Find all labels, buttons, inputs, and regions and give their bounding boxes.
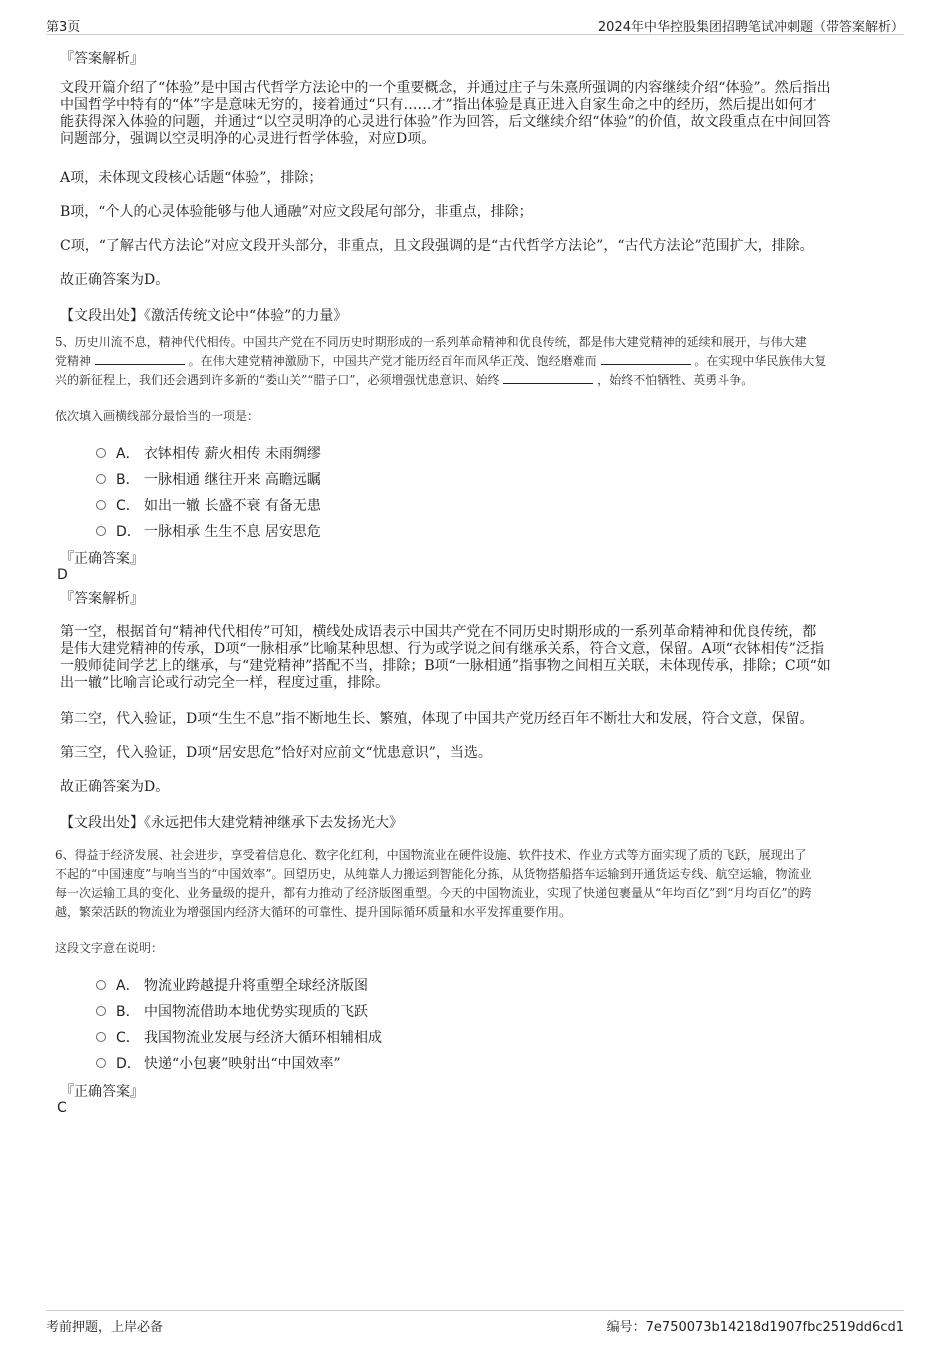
fill-blank-1 [95,352,185,365]
option-letter: C． [116,498,140,514]
q4-conclusion: 故正确答案为D。 [60,272,170,288]
fill-blank-3 [503,371,593,384]
option-letter: D． [116,524,141,540]
document-code: 编号：7e750073b14218d1907fbc2519dd6cd1 [606,1320,904,1335]
q4-analysis-label: 『答案解析』 [60,51,144,67]
radio-icon[interactable] [96,1058,106,1068]
q4-analysis-option-c: C项，“了解古代方法论”对应文段开头部分，非重点，且文段强调的是“古代哲学方法论”，“古代方法论”范围扩大，排除。 [60,238,814,254]
radio-icon[interactable] [96,526,106,536]
option-text: 快递“小包裹”映射出“中国效率” [144,1056,341,1072]
q4-analysis-paragraph [60,80,900,148]
q5-analysis-line: 第一空，根据首句“精神代代相传”可知，横线处成语表示中国共产党在不同历史时期形成的一系列革命精神和优良传统，都 [60,624,817,640]
q5-stem-line [55,371,905,390]
page-footer [46,1310,904,1335]
q5-stem [55,333,905,390]
radio-icon[interactable] [96,1006,106,1016]
q5-analysis-line: 一般师徒间学艺上的继承，与“建党精神”搭配不当，排除；B项“一脉相通”指事物之间相互关联，未体现传承，排除；C项“如 [60,658,831,674]
option-text: 如出一辙 长盛不衰 有备无患 [144,498,321,514]
document-title: 2024年中华控股集团招聘笔试冲刺题（带答案解析） [597,20,904,35]
option-letter: A． [116,446,140,462]
q4-analysis-line: 文段开篇介绍了“体验”是中国古代哲学方法论中的一个重要概念，并通过庄子与朱熹所强调的内容继续介绍“体验”。然后指出 [60,80,831,96]
option-text: 中国物流借助本地优势实现质的飞跃 [144,1004,368,1020]
q5-answer-label: 『正确答案』 [60,551,144,567]
option-text: 我国物流业发展与经济大循环相辅相成 [144,1030,382,1046]
q6-answer-label: 『正确答案』 [60,1084,144,1100]
option-letter: B． [116,1004,140,1020]
radio-icon[interactable] [96,500,106,510]
q5-stem-text: 。在实现中华民族伟大复 [694,354,827,368]
fill-blank-2 [601,352,691,365]
q6-stem-line: 越，繁荣活跃的物流业为增强国内经济大循环的可靠性、提升国际循环质量和水平发挥重要作用。 [55,905,572,919]
page-number: 第3页 [46,20,81,35]
q6-answer: C [57,1100,67,1116]
q6-prompt: 这段文字意在说明： [55,941,164,955]
q6-stem-line: 不起的“中国速度”与响当当的“中国效率”。回望历史，从纯靠人力搬运到智能化分拣，从货物搭船搭车运输到开通货运专线、航空运输，物流业 [55,867,812,881]
q4-analysis-line: 能获得深入体验的问题，并通过“以空灵明净的心灵进行体验”作为回答，后文继续介绍“体验”的价值，故文段重点在中间回答 [60,114,831,130]
option-text: 衣钵相传 薪火相传 未雨绸缪 [144,446,321,462]
q5-prompt: 依次填入画横线部分最恰当的一项是： [55,409,260,423]
q5-analysis-line: 出一辙”比喻言论或行动完全一样，程度过重，排除。 [60,675,390,691]
q5-stem-text: ，始终不怕牺牲、英勇斗争。 [597,373,754,387]
option-text: 一脉相通 继往开来 高瞻远瞩 [144,472,321,488]
radio-icon[interactable] [96,474,106,484]
radio-icon[interactable] [96,448,106,458]
q6-stem-line: 6、得益于经济发展、社会进步，享受着信息化、数字化红利，中国物流业在硬件设施、软件技术、作业方式等方面实现了质的飞跃，展现出了 [55,848,807,862]
q5-stem-text: 兴的新征程上，我们还会遇到许多新的“娄山关”“腊子口”，必须增强忧患意识、始终 [55,373,500,387]
option-letter: C． [116,1030,140,1046]
option-letter: D． [116,1056,141,1072]
q4-analysis-option-a: A项，未体现文段核心话题“体验”，排除； [60,170,323,186]
radio-icon[interactable] [96,1032,106,1042]
q4-analysis-line: 问题部分，强调以空灵明净的心灵进行哲学体验，对应D项。 [60,131,436,147]
option-text: 一脉相承 生生不息 居安思危 [144,524,321,540]
q4-analysis-line: 中国哲学中特有的“体”字是意味无穷的，接着通过“只有……才”指出体验是真正进入自家生命之中的经历，然后提出如何才 [60,97,817,113]
q5-answer: D [57,567,68,583]
q5-analysis-third-blank: 第三空，代入验证，D项“居安思危”恰好对应前文“忧患意识”，当选。 [60,745,492,761]
q6-stem [55,846,905,922]
q6-stem-line: 每一次运输工具的变化、业务量级的提升，都有力推动了经济版图重塑。今天的中国物流业，实现了快递包裹量从“年均百亿”到“月均百亿”的跨 [55,886,812,900]
page-header [46,14,904,35]
q4-analysis-option-b: B项，“个人的心灵体验能够与他人通融”对应文段尾句部分，非重点，排除； [60,204,533,220]
option-text: 物流业跨越提升将重塑全球经济版图 [144,978,368,994]
q5-source: 【文段出处】《永远把伟大建党精神继承下去发扬光大》 [60,815,403,831]
q5-conclusion: 故正确答案为D。 [60,779,170,795]
q5-analysis-paragraph [60,624,900,692]
q4-source: 【文段出处】《激活传统文论中“体验”的力量》 [60,308,348,324]
q5-analysis-line: 是伟大建党精神的传承，D项“一脉相承”比喻某种思想、行为或学说之间有继承关系，符合文意，保留。A项“衣钵相传”泛指 [60,641,824,657]
footer-slogan: 考前押题，上岸必备 [46,1320,164,1335]
q5-analysis-label: 『答案解析』 [60,591,144,607]
option-letter: A． [116,978,140,994]
option-letter: B． [116,472,140,488]
q5-stem-text: 党精神 [55,354,92,368]
q5-stem-line [55,352,905,371]
radio-icon[interactable] [96,980,106,990]
q5-stem-text: 。在伟大建党精神激励下，中国共产党才能历经百年而风华正茂、饱经磨难而 [188,354,597,368]
q5-analysis-second-blank: 第二空，代入验证，D项“生生不息”指不断地生长、繁殖，体现了中国共产党历经百年不断壮大和发展，符合文意，保留。 [60,711,814,727]
q5-stem-line: 5、历史川流不息，精神代代相传。中国共产党在不同历史时期形成的一系列革命精神和优良传统，都是伟大建党精神的延续和展开，与伟大建 [55,335,807,349]
